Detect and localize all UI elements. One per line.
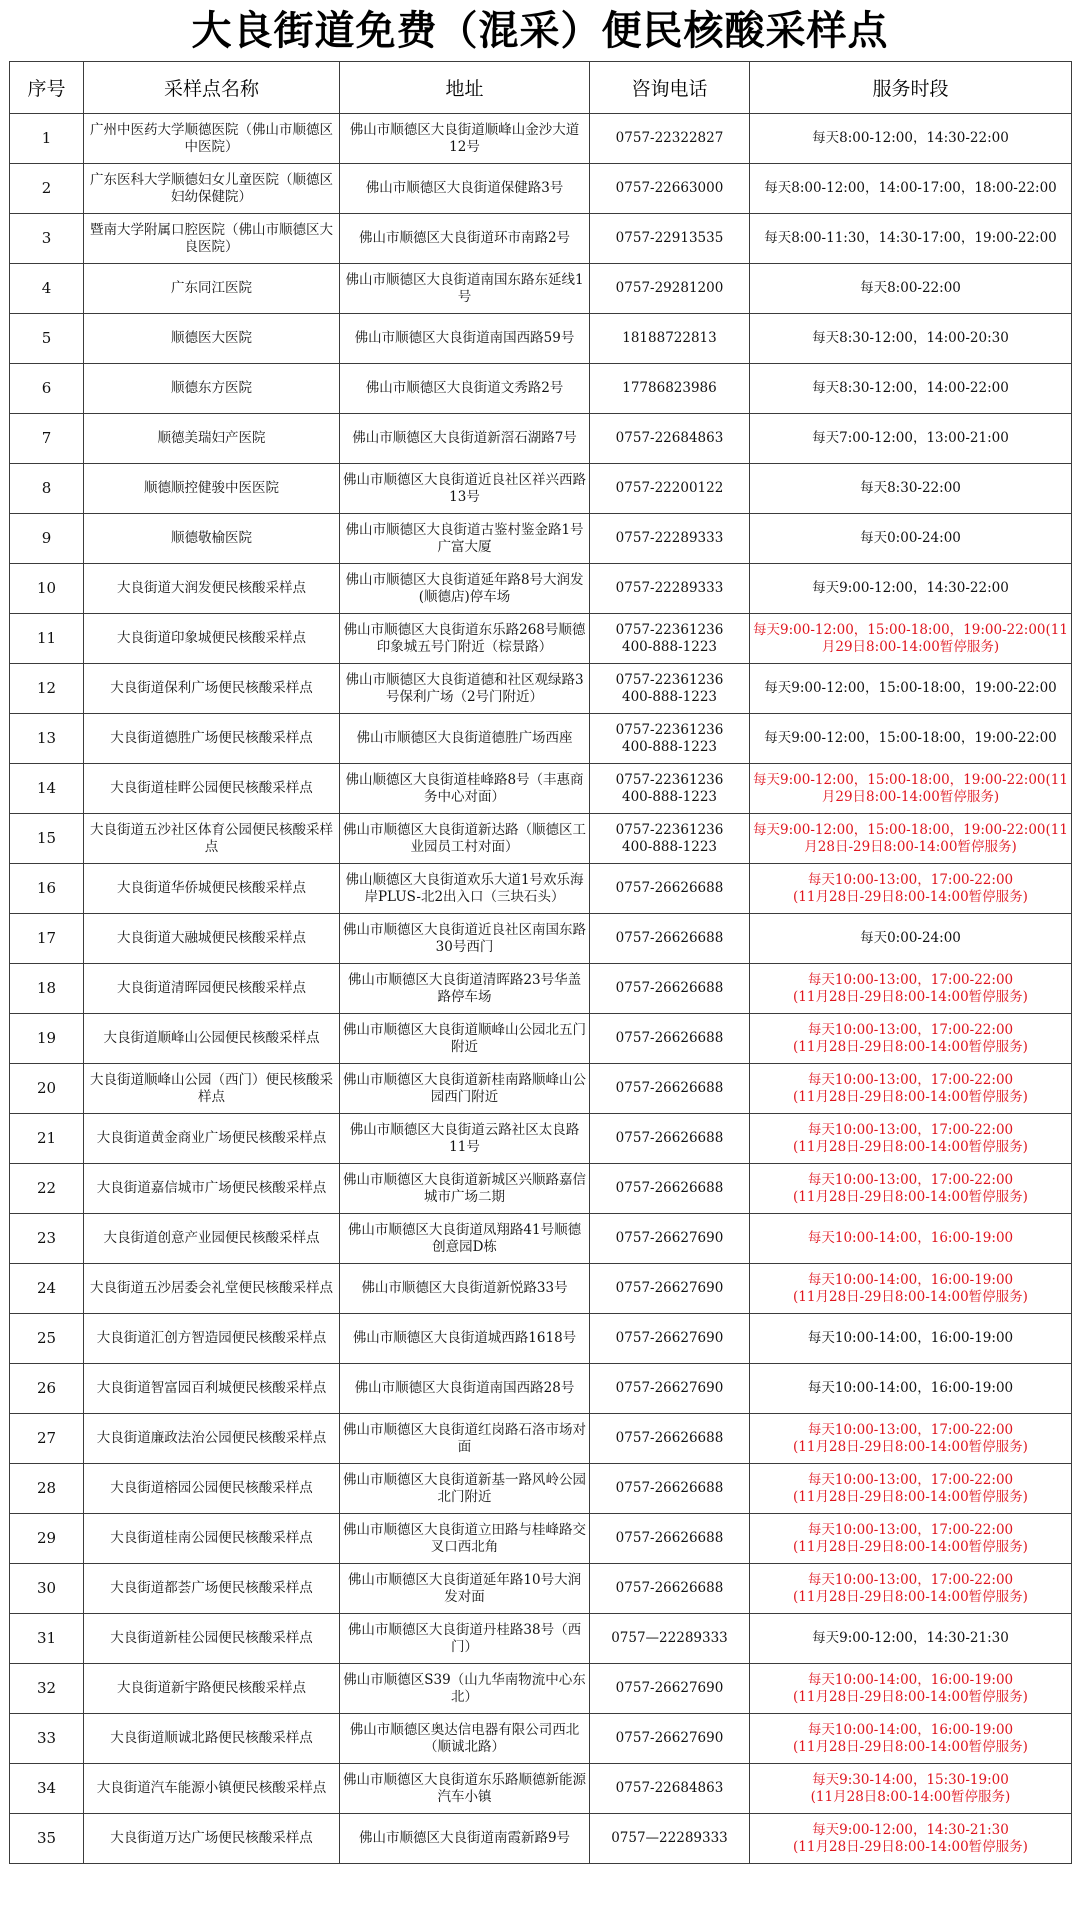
cell-site-name: 大良街道万达广场便民核酸采样点 [84, 1814, 340, 1864]
cell-service-hours: 每天8:00-12:00，14:00-17:00，18:00-22:00 [750, 164, 1072, 214]
cell-number: 1 [10, 114, 84, 164]
cell-site-name: 大良街道都荟广场便民核酸采样点 [84, 1564, 340, 1614]
table-row [10, 664, 1072, 714]
cell-phone: 0757-22913535 [590, 214, 750, 264]
cell-service-hours: 每天10:00-13:00，17:00-22:00 (11月28日-29日8:00-14:00暂停服务) [750, 1164, 1072, 1214]
cell-number: 21 [10, 1114, 84, 1164]
cell-site-name: 大良街道印象城便民核酸采样点 [84, 614, 340, 664]
cell-site-name: 大良街道榕园公园便民核酸采样点 [84, 1464, 340, 1514]
cell-site-name: 大良街道顺峰山公园便民核酸采样点 [84, 1014, 340, 1064]
cell-phone: 0757—22289333 [590, 1614, 750, 1664]
cell-phone: 0757-22684863 [590, 414, 750, 464]
header-no: 序号 [10, 62, 84, 114]
cell-number: 28 [10, 1464, 84, 1514]
cell-number: 3 [10, 214, 84, 264]
table-row [10, 964, 1072, 1014]
cell-service-hours: 每天10:00-14:00，16:00-19:00 [750, 1314, 1072, 1364]
table-row [10, 1464, 1072, 1514]
cell-site-name: 广东同江医院 [84, 264, 340, 314]
cell-address: 佛山市顺德区大良街道南国东路东延线1号 [340, 264, 590, 314]
cell-service-hours: 每天0:00-24:00 [750, 914, 1072, 964]
cell-service-hours: 每天9:30-14:00，15:30-19:00 (11月28日8:00-14:00暂停服务) [750, 1764, 1072, 1814]
table-row [10, 1564, 1072, 1614]
cell-phone: 0757-22663000 [590, 164, 750, 214]
cell-service-hours: 每天10:00-14:00，16:00-19:00 [750, 1214, 1072, 1264]
header-name: 采样点名称 [84, 62, 340, 114]
page-title: 大良街道免费（混采）便民核酸采样点 [191, 8, 889, 54]
cell-address: 佛山市顺德区大良街道云路社区太良路11号 [340, 1114, 590, 1164]
cell-address: 佛山市顺德区大良街道新悦路33号 [340, 1264, 590, 1314]
cell-service-hours: 每天8:30-22:00 [750, 464, 1072, 514]
cell-site-name: 顺德美瑞妇产医院 [84, 414, 340, 464]
cell-service-hours: 每天9:00-12:00，15:00-18:00，19:00-22:00(11月29日8:00-14:00暂停服务) [750, 614, 1072, 664]
table-body [10, 114, 1072, 1864]
cell-service-hours: 每天10:00-13:00，17:00-22:00 (11月28日-29日8:00-14:00暂停服务) [750, 1014, 1072, 1064]
cell-service-hours: 每天8:00-22:00 [750, 264, 1072, 314]
table-row [10, 364, 1072, 414]
cell-address: 佛山市顺德区大良街道文秀路2号 [340, 364, 590, 414]
cell-service-hours: 每天9:00-12:00，15:00-18:00，19:00-22:00 [750, 714, 1072, 764]
cell-number: 26 [10, 1364, 84, 1414]
table-row [10, 1514, 1072, 1564]
cell-service-hours: 每天10:00-13:00，17:00-22:00 (11月28日-29日8:00-14:00暂停服务) [750, 864, 1072, 914]
cell-phone: 0757-26626688 [590, 1464, 750, 1514]
table-row [10, 1814, 1072, 1864]
cell-site-name: 大良街道顺诚北路便民核酸采样点 [84, 1714, 340, 1764]
cell-phone: 0757-22200122 [590, 464, 750, 514]
cell-address: 佛山顺德区大良街道桂峰路8号（丰惠商务中心对面） [340, 764, 590, 814]
cell-address: 佛山市顺德区S39（山九华南物流中心东北） [340, 1664, 590, 1714]
cell-address: 佛山市顺德区大良街道丹桂路38号（西门） [340, 1614, 590, 1664]
table-row [10, 764, 1072, 814]
cell-phone: 0757-22322827 [590, 114, 750, 164]
header-address: 地址 [340, 62, 590, 114]
table-row [10, 1714, 1072, 1764]
table-row [10, 214, 1072, 264]
cell-phone: 0757-26626688 [590, 914, 750, 964]
table-row [10, 114, 1072, 164]
cell-service-hours: 每天10:00-13:00，17:00-22:00 (11月28日-29日8:00-14:00暂停服务) [750, 1064, 1072, 1114]
cell-number: 18 [10, 964, 84, 1014]
cell-address: 佛山市顺德区大良街道红岗路石洛市场对面 [340, 1414, 590, 1464]
cell-service-hours: 每天7:00-12:00，13:00-21:00 [750, 414, 1072, 464]
cell-number: 27 [10, 1414, 84, 1464]
cell-site-name: 大良街道五沙居委会礼堂便民核酸采样点 [84, 1264, 340, 1314]
cell-number: 2 [10, 164, 84, 214]
cell-phone: 0757-26626688 [590, 1064, 750, 1114]
cell-phone: 0757-26627690 [590, 1264, 750, 1314]
cell-number: 24 [10, 1264, 84, 1314]
cell-number: 29 [10, 1514, 84, 1564]
cell-phone: 0757-26626688 [590, 1414, 750, 1464]
cell-service-hours: 每天8:00-12:00，14:30-22:00 [750, 114, 1072, 164]
cell-site-name: 顺德东方医院 [84, 364, 340, 414]
cell-phone: 0757-26626688 [590, 1514, 750, 1564]
cell-phone: 0757-26626688 [590, 864, 750, 914]
cell-service-hours: 每天10:00-13:00，17:00-22:00 (11月28日-29日8:00-14:00暂停服务) [750, 964, 1072, 1014]
cell-site-name: 大良街道顺峰山公园（西门）便民核酸采样点 [84, 1064, 340, 1114]
cell-service-hours: 每天8:30-12:00，14:00-20:30 [750, 314, 1072, 364]
cell-number: 4 [10, 264, 84, 314]
cell-site-name: 大良街道新宇路便民核酸采样点 [84, 1664, 340, 1714]
cell-service-hours: 每天10:00-13:00，17:00-22:00 (11月28日-29日8:00-14:00暂停服务) [750, 1514, 1072, 1564]
cell-site-name: 大良街道大融城便民核酸采样点 [84, 914, 340, 964]
sampling-sites-table [9, 61, 1072, 1864]
cell-address: 佛山市顺德区大良街道新桂南路顺峰山公园西门附近 [340, 1064, 590, 1114]
cell-address: 佛山市顺德区大良街道东乐路268号顺德印象城五号门附近（棕景路） [340, 614, 590, 664]
cell-site-name: 大良街道保利广场便民核酸采样点 [84, 664, 340, 714]
cell-number: 16 [10, 864, 84, 914]
cell-number: 14 [10, 764, 84, 814]
cell-address: 佛山市顺德区大良街道立田路与桂峰路交叉口西北角 [340, 1514, 590, 1564]
table-row [10, 1164, 1072, 1214]
table-row [10, 1364, 1072, 1414]
cell-site-name: 大良街道汽车能源小镇便民核酸采样点 [84, 1764, 340, 1814]
cell-site-name: 大良街道黄金商业广场便民核酸采样点 [84, 1114, 340, 1164]
cell-number: 5 [10, 314, 84, 364]
cell-address: 佛山顺德区大良街道欢乐大道1号欢乐海岸PLUS-北2出入口（三块石头） [340, 864, 590, 914]
cell-phone: 0757-22361236 400-888-1223 [590, 664, 750, 714]
cell-site-name: 大良街道五沙社区体育公园便民核酸采样点 [84, 814, 340, 864]
table-row [10, 414, 1072, 464]
cell-service-hours: 每天0:00-24:00 [750, 514, 1072, 564]
cell-number: 8 [10, 464, 84, 514]
cell-phone: 0757-26627690 [590, 1214, 750, 1264]
cell-site-name: 大良街道桂南公园便民核酸采样点 [84, 1514, 340, 1564]
cell-number: 33 [10, 1714, 84, 1764]
cell-service-hours: 每天9:00-12:00，15:00-18:00，19:00-22:00(11月29日8:00-14:00暂停服务) [750, 764, 1072, 814]
cell-service-hours: 每天10:00-14:00，16:00-19:00 (11月28日-29日8:00-14:00暂停服务) [750, 1714, 1072, 1764]
cell-phone: 0757-26626688 [590, 1164, 750, 1214]
table-row [10, 1014, 1072, 1064]
cell-site-name: 大良街道廉政法治公园便民核酸采样点 [84, 1414, 340, 1464]
cell-site-name: 大良街道汇创方智造园便民核酸采样点 [84, 1314, 340, 1364]
table-row [10, 464, 1072, 514]
cell-service-hours: 每天9:00-12:00，14:30-22:00 [750, 564, 1072, 614]
cell-number: 23 [10, 1214, 84, 1264]
cell-phone: 0757-26627690 [590, 1664, 750, 1714]
cell-address: 佛山市顺德区大良街道古鉴村鉴金路1号广富大厦 [340, 514, 590, 564]
cell-site-name: 大良街道德胜广场便民核酸采样点 [84, 714, 340, 764]
cell-address: 佛山市顺德区大良街道环市南路2号 [340, 214, 590, 264]
table-row [10, 1614, 1072, 1664]
cell-address: 佛山市顺德区大良街道南霞新路9号 [340, 1814, 590, 1864]
table-row [10, 914, 1072, 964]
cell-site-name: 大良街道智富园百利城便民核酸采样点 [84, 1364, 340, 1414]
cell-address: 佛山市顺德区大良街道近良社区南国东路30号西门 [340, 914, 590, 964]
cell-address: 佛山市顺德区大良街道保健路3号 [340, 164, 590, 214]
cell-phone: 0757—22289333 [590, 1814, 750, 1864]
cell-service-hours: 每天10:00-13:00，17:00-22:00 (11月28日-29日8:00-14:00暂停服务) [750, 1114, 1072, 1164]
cell-phone: 0757-22289333 [590, 564, 750, 614]
cell-site-name: 暨南大学附属口腔医院（佛山市顺德区大良医院） [84, 214, 340, 264]
cell-address: 佛山市顺德区大良街道城西路1618号 [340, 1314, 590, 1364]
cell-service-hours: 每天8:30-12:00，14:00-22:00 [750, 364, 1072, 414]
cell-phone: 0757-26626688 [590, 964, 750, 1014]
table-row [10, 1414, 1072, 1464]
cell-address: 佛山市顺德区大良街道德胜广场西座 [340, 714, 590, 764]
cell-address: 佛山市顺德区大良街道清晖路23号华盖路停车场 [340, 964, 590, 1014]
table-row [10, 614, 1072, 664]
cell-address: 佛山市顺德区大良街道东乐路顺德新能源汽车小镇 [340, 1764, 590, 1814]
cell-phone: 0757-26627690 [590, 1314, 750, 1364]
cell-phone: 0757-22361236 400-888-1223 [590, 814, 750, 864]
cell-number: 11 [10, 614, 84, 664]
cell-address: 佛山市顺德区大良街道顺峰山金沙大道12号 [340, 114, 590, 164]
cell-address: 佛山市顺德区大良街道新达路（顺德区工业园员工村对面） [340, 814, 590, 864]
header-phone: 咨询电话 [590, 62, 750, 114]
cell-number: 30 [10, 1564, 84, 1614]
table-row [10, 1064, 1072, 1114]
cell-phone: 0757-26626688 [590, 1014, 750, 1064]
cell-address: 佛山市顺德区大良街道近良社区祥兴西路13号 [340, 464, 590, 514]
table-header [10, 62, 1072, 114]
cell-number: 10 [10, 564, 84, 614]
cell-number: 20 [10, 1064, 84, 1114]
cell-phone: 0757-26627690 [590, 1714, 750, 1764]
cell-service-hours: 每天10:00-14:00，16:00-19:00 (11月28日-29日8:00-14:00暂停服务) [750, 1664, 1072, 1714]
cell-phone: 0757-22361236 400-888-1223 [590, 714, 750, 764]
table-row [10, 1314, 1072, 1364]
cell-number: 32 [10, 1664, 84, 1714]
cell-address: 佛山市顺德区大良街道新滘石湖路7号 [340, 414, 590, 464]
cell-address: 佛山市顺德区奥达信电器有限公司西北（顺诚北路） [340, 1714, 590, 1764]
cell-service-hours: 每天9:00-12:00，14:30-21:30 (11月28日-29日8:00-14:00暂停服务) [750, 1814, 1072, 1864]
cell-number: 15 [10, 814, 84, 864]
cell-site-name: 大良街道清晖园便民核酸采样点 [84, 964, 340, 1014]
cell-address: 佛山市顺德区大良街道新基一路风岭公园北门附近 [340, 1464, 590, 1514]
cell-address: 佛山市顺德区大良街道延年路10号大润发对面 [340, 1564, 590, 1614]
cell-number: 35 [10, 1814, 84, 1864]
cell-service-hours: 每天9:00-12:00，15:00-18:00，19:00-22:00(11月28日-29日8:00-14:00暂停服务) [750, 814, 1072, 864]
cell-address: 佛山市顺德区大良街道南国西路28号 [340, 1364, 590, 1414]
table-row [10, 814, 1072, 864]
cell-site-name: 顺德顺控健骏中医医院 [84, 464, 340, 514]
cell-phone: 18188722813 [590, 314, 750, 364]
cell-number: 9 [10, 514, 84, 564]
cell-number: 17 [10, 914, 84, 964]
cell-site-name: 大良街道创意产业园便民核酸采样点 [84, 1214, 340, 1264]
cell-number: 34 [10, 1764, 84, 1814]
cell-service-hours: 每天10:00-14:00，16:00-19:00 [750, 1364, 1072, 1414]
cell-address: 佛山市顺德区大良街道顺峰山公园北五门附近 [340, 1014, 590, 1064]
cell-service-hours: 每天8:00-11:30，14:30-17:00，19:00-22:00 [750, 214, 1072, 264]
cell-phone: 0757-26626688 [590, 1114, 750, 1164]
cell-number: 7 [10, 414, 84, 464]
header-row [10, 62, 1072, 114]
cell-site-name: 广州中医药大学顺德医院（佛山市顺德区中医院） [84, 114, 340, 164]
cell-site-name: 顺德敬榆医院 [84, 514, 340, 564]
cell-service-hours: 每天9:00-12:00，15:00-18:00，19:00-22:00 [750, 664, 1072, 714]
table-row [10, 864, 1072, 914]
table-row [10, 714, 1072, 764]
cell-site-name: 大良街道华侨城便民核酸采样点 [84, 864, 340, 914]
header-hours: 服务时段 [750, 62, 1072, 114]
table-row [10, 164, 1072, 214]
cell-number: 31 [10, 1614, 84, 1664]
cell-number: 19 [10, 1014, 84, 1064]
cell-address: 佛山市顺德区大良街道凤翔路41号顺德创意园D栋 [340, 1214, 590, 1264]
cell-address: 佛山市顺德区大良街道新城区兴顺路嘉信城市广场二期 [340, 1164, 590, 1214]
cell-number: 25 [10, 1314, 84, 1364]
table-row [10, 1664, 1072, 1714]
cell-phone: 0757-22361236 400-888-1223 [590, 614, 750, 664]
cell-number: 12 [10, 664, 84, 714]
cell-service-hours: 每天10:00-13:00，17:00-22:00 (11月28日-29日8:00-14:00暂停服务) [750, 1464, 1072, 1514]
cell-phone: 0757-22684863 [590, 1764, 750, 1814]
cell-address: 佛山市顺德区大良街道延年路8号大润发(顺德店)停车场 [340, 564, 590, 614]
cell-service-hours: 每天9:00-12:00，14:30-21:30 [750, 1614, 1072, 1664]
table-row [10, 1264, 1072, 1314]
cell-address: 佛山市顺德区大良街道德和社区观绿路3号保利广场（2号门附近） [340, 664, 590, 714]
cell-phone: 0757-26626688 [590, 1564, 750, 1614]
cell-number: 13 [10, 714, 84, 764]
table-row [10, 514, 1072, 564]
cell-number: 6 [10, 364, 84, 414]
cell-site-name: 大良街道桂畔公园便民核酸采样点 [84, 764, 340, 814]
table-row [10, 1764, 1072, 1814]
cell-phone: 0757-29281200 [590, 264, 750, 314]
cell-site-name: 顺德医大医院 [84, 314, 340, 364]
table-row [10, 564, 1072, 614]
cell-service-hours: 每天10:00-14:00，16:00-19:00 (11月28日-29日8:00-14:00暂停服务) [750, 1264, 1072, 1314]
cell-phone: 0757-22289333 [590, 514, 750, 564]
table-row [10, 314, 1072, 364]
cell-phone: 0757-26627690 [590, 1364, 750, 1414]
cell-site-name: 大良街道嘉信城市广场便民核酸采样点 [84, 1164, 340, 1214]
cell-site-name: 大良街道新桂公园便民核酸采样点 [84, 1614, 340, 1664]
cell-number: 22 [10, 1164, 84, 1214]
table-row [10, 1214, 1072, 1264]
cell-service-hours: 每天10:00-13:00，17:00-22:00 (11月28日-29日8:00-14:00暂停服务) [750, 1414, 1072, 1464]
cell-phone: 17786823986 [590, 364, 750, 414]
cell-site-name: 大良街道大润发便民核酸采样点 [84, 564, 340, 614]
table-row [10, 264, 1072, 314]
cell-phone: 0757-22361236 400-888-1223 [590, 764, 750, 814]
cell-service-hours: 每天10:00-13:00，17:00-22:00 (11月28日-29日8:00-14:00暂停服务) [750, 1564, 1072, 1614]
table-row [10, 1114, 1072, 1164]
cell-address: 佛山市顺德区大良街道南国西路59号 [340, 314, 590, 364]
cell-site-name: 广东医科大学顺德妇女儿童医院（顺德区妇幼保健院） [84, 164, 340, 214]
